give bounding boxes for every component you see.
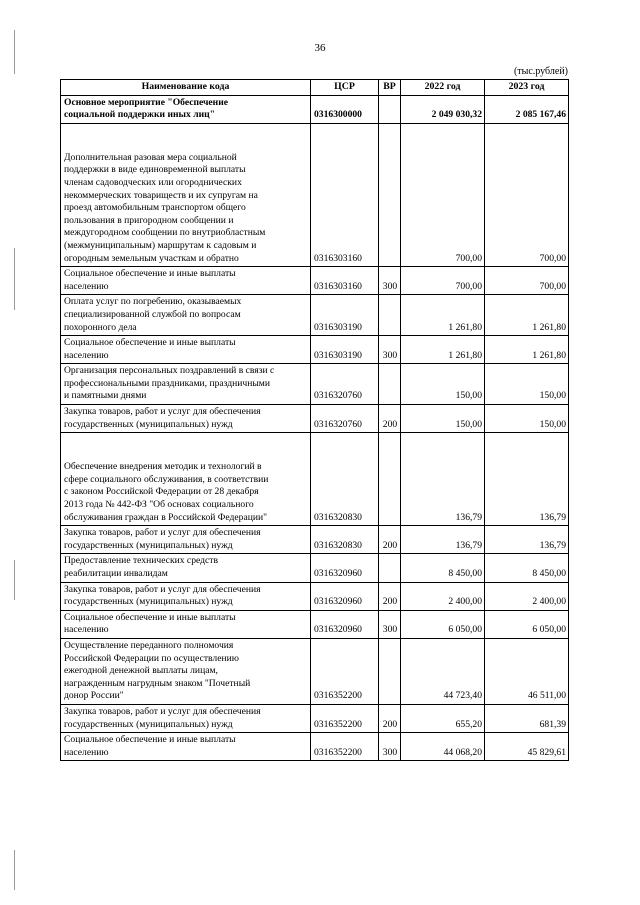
cell-csr: 0316320960 [311,554,379,582]
cell-vr [379,364,401,405]
cell-name-line: 2013 года № 442-ФЗ "Об основах социального [64,499,254,511]
cell-name-line: пользования в пригородном сообщении и [64,214,234,226]
cell-2022: 1 261,80 [401,295,485,336]
cell-2022: 700,00 [401,267,485,295]
table-body [61,95,569,761]
cell-name [61,267,311,295]
scan-margin-line [14,850,15,890]
cell-2022: 150,00 [401,364,485,405]
cell-csr: 0316352200 [311,704,379,732]
cell-vr: 300 [379,733,401,761]
cell-2023: 6 050,00 [485,610,569,638]
cell-vr: 200 [379,405,401,433]
table-header-row [61,80,569,96]
cell-name-line: и памятными днями [64,390,147,402]
page-number: 36 [314,42,326,54]
cell-name-line: Социальное обеспечение и иные выплаты [64,337,236,349]
cell-name-line: некоммерческих товариществ и их супругам на [64,189,258,201]
cell-2022: 2 400,00 [401,582,485,610]
cell-name-line: Социальное обеспечение и иные выплаты [64,734,236,746]
cell-name-line: сфере социального обслуживания, в соответствии [64,473,269,485]
cell-csr: 0316303160 [311,267,379,295]
cell-2022: 44 723,40 [401,638,485,704]
cell-vr [379,554,401,582]
cell-name [61,295,311,336]
cell-name-line: государственных (муниципальных) нужд [64,539,233,551]
cell-vr: 300 [379,336,401,364]
cell-name-line: профессиональными праздниками, праздничными [64,377,271,389]
scan-margin-line [14,560,15,600]
cell-name-line: с законом Российской Федерации от 28 декабря [64,486,259,498]
cell-vr: 200 [379,704,401,732]
table-row [61,526,569,554]
cell-csr: 0316303190 [311,295,379,336]
table-row [61,433,569,526]
table-row [61,364,569,405]
cell-csr: 0316320960 [311,582,379,610]
cell-name [61,610,311,638]
cell-vr [379,638,401,704]
table-row [61,610,569,638]
table-row [61,733,569,761]
cell-name-line: Социальное обеспечение и иные выплаты [64,611,236,623]
cell-2023: 46 511,00 [485,638,569,704]
cell-name [61,582,311,610]
cell-name [61,95,311,123]
cell-name-line: государственных (муниципальных) нужд [64,718,233,730]
cell-name [61,336,311,364]
header-2022: 2022 год [401,80,485,96]
cell-2023: 700,00 [485,123,569,266]
cell-name-line: Основное мероприятие "Обеспечение [64,96,228,108]
cell-csr: 0316320760 [311,405,379,433]
cell-name-line: населению [64,624,109,636]
cell-name-line: населению [64,349,109,361]
cell-name-line: населению [64,280,109,292]
budget-table [60,79,569,761]
cell-name [61,405,311,433]
scan-margin-line [14,248,15,310]
cell-2022: 2 049 030,32 [401,95,485,123]
cell-2022: 655,20 [401,704,485,732]
cell-name-line: Осуществление переданного полномочия [64,639,234,651]
cell-name-line: Организация персональных поздравлений в связи с [64,365,275,377]
cell-csr: 0316352200 [311,638,379,704]
cell-name-line: похоронного дела [64,321,137,333]
table-row [61,123,569,266]
cell-name [61,123,311,266]
cell-2022: 136,79 [401,433,485,526]
cell-name-line: Закупка товаров, работ и услуг для обеспечения [64,583,261,595]
table-row [61,704,569,732]
cell-name-line: донор России" [64,690,124,702]
cell-2022: 1 261,80 [401,336,485,364]
cell-name [61,733,311,761]
table-row [61,405,569,433]
cell-2023: 700,00 [485,267,569,295]
cell-vr: 300 [379,610,401,638]
cell-csr: 0316320760 [311,364,379,405]
cell-2023: 2 085 167,46 [485,95,569,123]
cell-name-line: Российской Федерации по осуществлению [64,652,239,664]
cell-name-line: обслуживания граждан в Российской Федерации" [64,511,268,523]
cell-vr: 300 [379,267,401,295]
header-vr: ВР [379,80,401,96]
cell-2023: 1 261,80 [485,336,569,364]
cell-2022: 6 050,00 [401,610,485,638]
cell-name-line: Обеспечение внедрения методик и технологий в [64,461,262,473]
table-row [61,95,569,123]
table-row [61,295,569,336]
cell-vr: 200 [379,582,401,610]
cell-name-line: государственных (муниципальных) нужд [64,596,233,608]
header-2023: 2023 год [485,80,569,96]
cell-2023: 2 400,00 [485,582,569,610]
table-row [61,582,569,610]
units-label: (тыс.рублей) [513,66,568,77]
cell-2023: 45 829,61 [485,733,569,761]
table-row [61,336,569,364]
cell-csr: 0316320830 [311,433,379,526]
cell-name-line: междугородном сообщении по внутриобластным [64,227,266,239]
cell-name-line: населению [64,746,109,758]
cell-name [61,638,311,704]
cell-name-line: огородным земельным участкам и обратно [64,252,239,264]
cell-csr: 0316303160 [311,123,379,266]
cell-name-line: Оплата услуг по погребению, оказываемых [64,296,242,308]
cell-2022: 8 450,00 [401,554,485,582]
cell-vr [379,433,401,526]
cell-name [61,554,311,582]
cell-name-line: проезд автомобильным транспортом общего [64,202,246,214]
cell-vr [379,95,401,123]
cell-name-line: Закупка товаров, работ и услуг для обеспечения [64,527,261,539]
cell-csr: 0316303190 [311,336,379,364]
cell-vr [379,123,401,266]
cell-name-line: награжденным нагрудным знаком "Почетный [64,677,251,689]
cell-2023: 8 450,00 [485,554,569,582]
header-name: Наименование кода [61,80,311,96]
cell-name-line: реабилитации инвалидам [64,568,168,579]
cell-2022: 44 068,20 [401,733,485,761]
cell-name-line: социальной поддержки иных лиц" [64,109,215,121]
cell-vr: 200 [379,526,401,554]
cell-name-line: Закупка товаров, работ и услуг для обеспечения [64,406,261,418]
cell-name-line: специализированной службой по вопросам [64,308,241,320]
cell-name-line: Закупка товаров, работ и услуг для обеспечения [64,705,261,717]
cell-csr: 0316320830 [311,526,379,554]
cell-name-line: членам садоводческих или огороднических [64,176,242,188]
table-row [61,554,569,582]
cell-name-line: поддержки в виде единовременной выплаты [64,164,246,176]
cell-name-line: ежегодной денежной выплаты лицам, [64,665,218,677]
cell-name [61,526,311,554]
cell-csr: 0316320960 [311,610,379,638]
cell-name-line: государственных (муниципальных) нужд [64,418,233,430]
cell-2022: 150,00 [401,405,485,433]
cell-2023: 681,39 [485,704,569,732]
cell-2023: 150,00 [485,364,569,405]
table-row [61,267,569,295]
cell-name-line: (межмуниципальным) маршрутам к садовым и [64,239,257,251]
cell-csr: 0316300000 [311,95,379,123]
cell-csr: 0316352200 [311,733,379,761]
cell-name [61,433,311,526]
cell-name [61,704,311,732]
header-csr: ЦСР [311,80,379,96]
cell-name-line: Предоставление технических средств [64,555,218,567]
cell-name-line: Социальное обеспечение и иные выплаты [64,268,236,280]
cell-2023: 136,79 [485,433,569,526]
cell-2023: 1 261,80 [485,295,569,336]
cell-2023: 150,00 [485,405,569,433]
cell-vr [379,295,401,336]
cell-name-line: Дополнительная разовая мера социальной [64,151,237,163]
cell-name [61,364,311,405]
table-row [61,638,569,704]
cell-2023: 136,79 [485,526,569,554]
cell-2022: 700,00 [401,123,485,266]
cell-2022: 136,79 [401,526,485,554]
